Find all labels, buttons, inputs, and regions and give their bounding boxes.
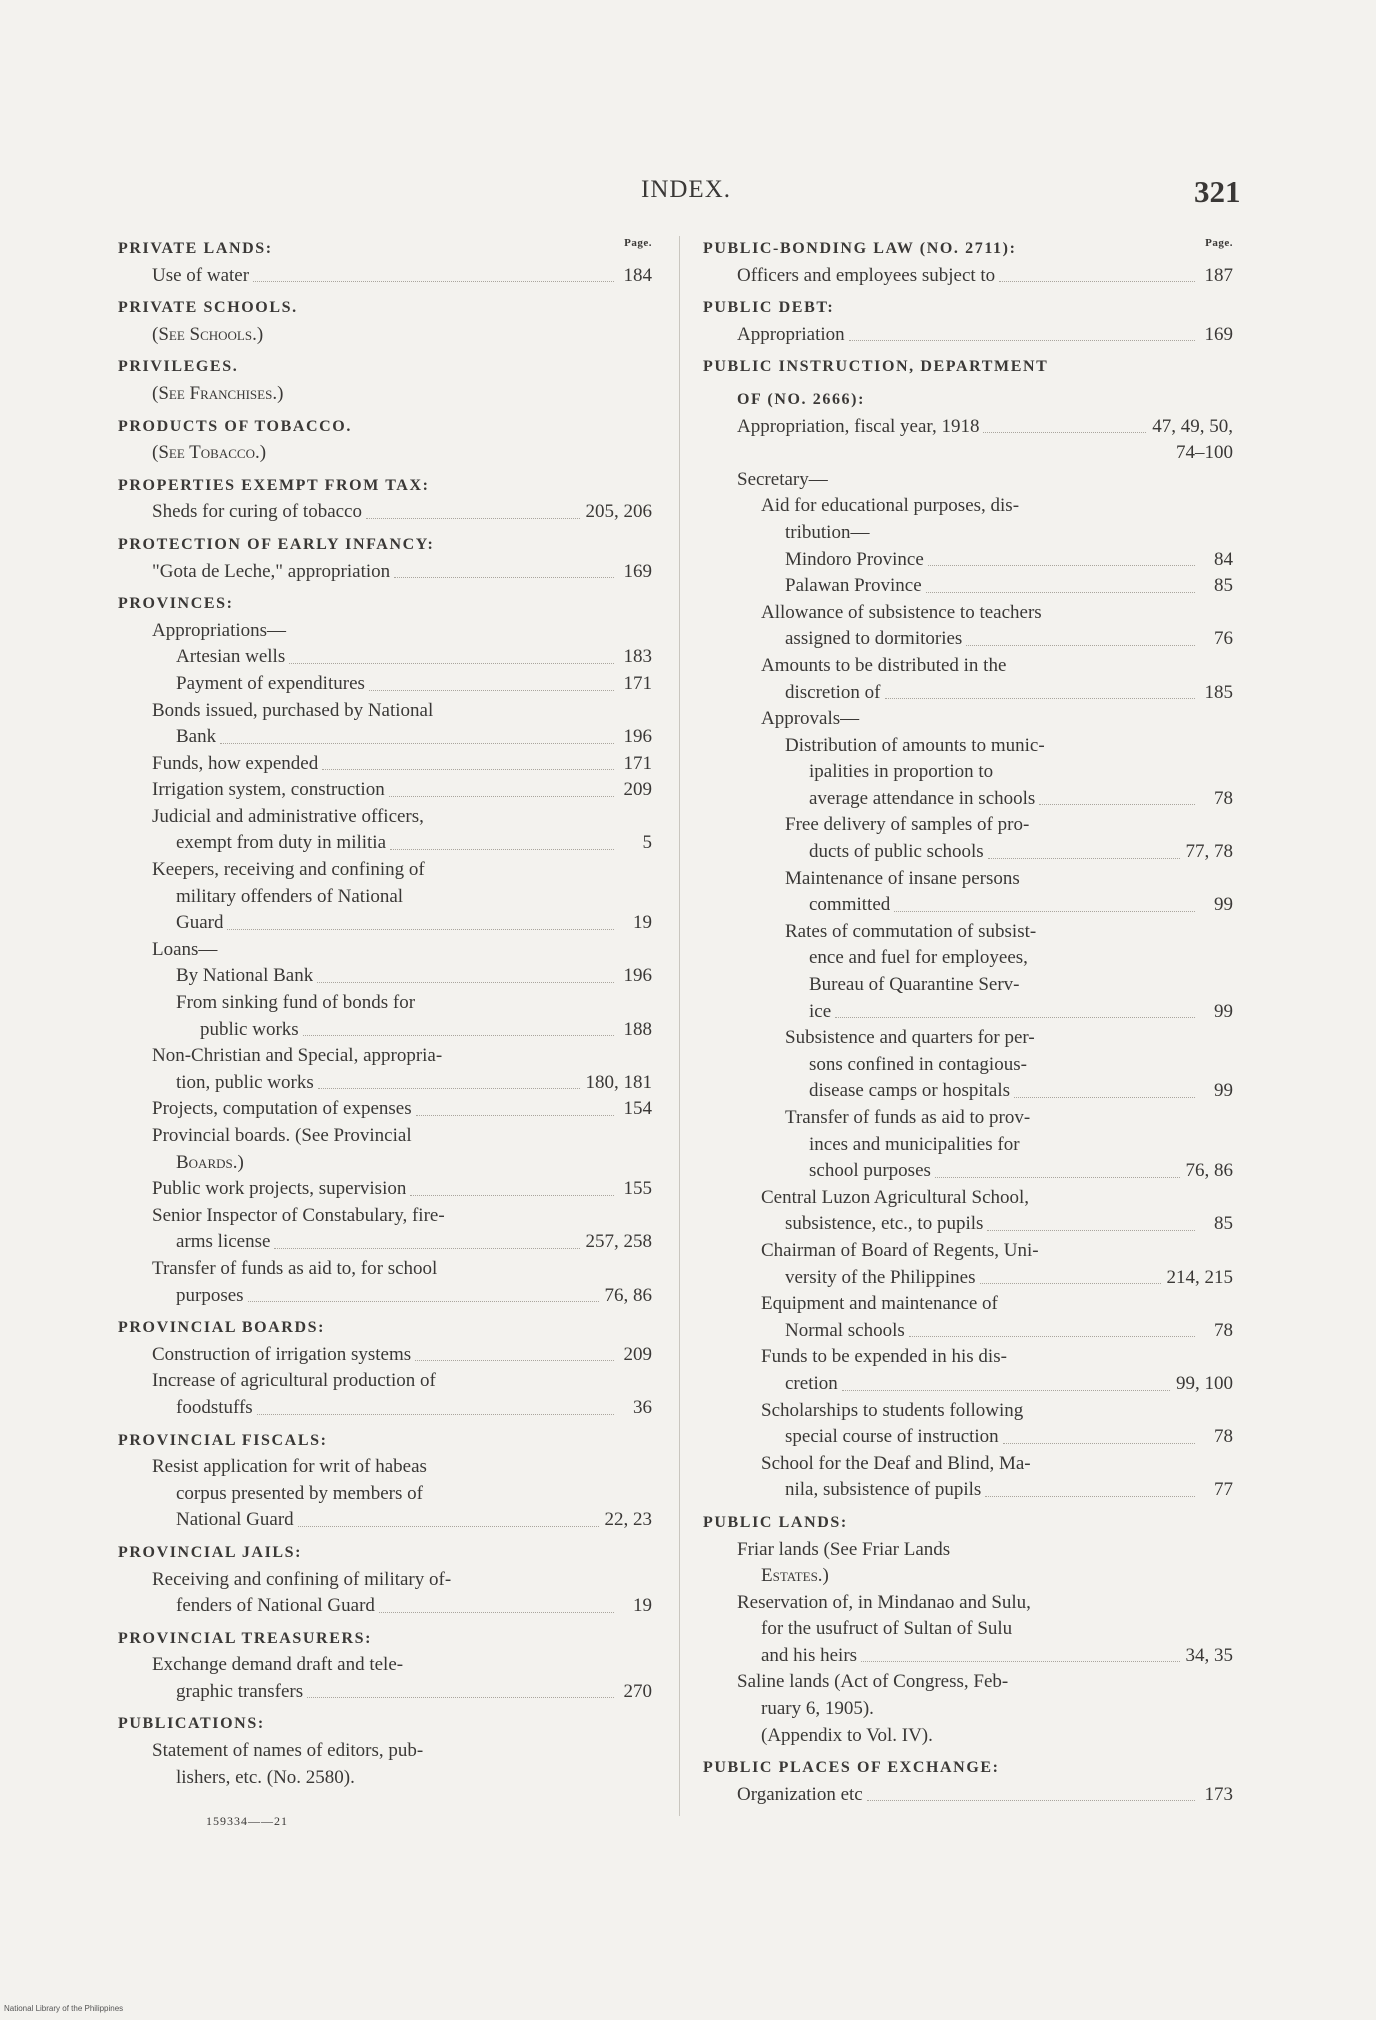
entry-text: special course of instruction [785,1426,999,1448]
index-entry [703,1477,1233,1504]
dot-leader [289,663,614,664]
dot-leader [253,281,614,282]
index-subentry: (Appendix to Vol. IV). [761,1724,933,1746]
index-subentry: Non-Christian and Special, appropria- [152,1045,443,1067]
index-subentry: Chairman of Board of Regents, Uni- [761,1239,1039,1261]
entry-text: Artesian wells [176,646,286,668]
index-entry [703,892,1233,919]
dot-leader [410,1195,614,1196]
index-heading: OF (NO. 2666): [737,390,866,408]
index-entry [118,1395,652,1422]
page-reference: 19 [633,912,652,934]
dot-leader [980,1283,1161,1284]
index-entry [118,910,652,937]
index-heading: PRODUCTS OF TOBACCO. [118,417,352,435]
page-reference: 22, 23 [604,1509,652,1531]
entry-text: Appropriation, fiscal year, 1918 [737,415,980,437]
index-subentry: Receiving and confining of military of- [152,1568,452,1590]
index-entry [703,440,1233,467]
entry-text: Construction of irrigation systems [152,1343,412,1365]
dot-leader [369,690,614,691]
index-entry [118,499,652,526]
page-reference: 173 [1204,1783,1233,1805]
page-reference: 171 [623,752,652,774]
index-subentry: (See Tobacco.) [152,442,267,464]
entry-text: Irrigation system, construction [152,779,385,801]
entry-text: Public work projects, supervision [152,1178,407,1200]
index-entry [118,1229,652,1256]
dot-leader [366,518,580,519]
page-reference: 214, 215 [1166,1266,1233,1288]
index-heading: PUBLICATIONS: [118,1715,265,1733]
index-subentry: military offenders of National [176,885,404,907]
entry-text: Guard [176,912,224,934]
page-reference: 99 [1214,894,1233,916]
index-subentry: sons confined in contagious- [809,1053,1027,1075]
index-heading: PUBLIC-BONDING LAW (NO. 2711): [703,240,1017,257]
page-reference: 76, 86 [1185,1160,1233,1182]
page-reference: 187 [1204,264,1233,286]
index-subentry: Exchange demand draft and tele- [152,1654,404,1676]
dot-leader [885,698,1195,699]
page-reference: 209 [623,779,652,801]
entry-text: subsistence, etc., to pupils [785,1213,984,1235]
index-subentry: Increase of agricultural production of [152,1370,436,1392]
index-subentry: Provincial boards. (See Provincial [152,1125,412,1146]
index-entry [703,414,1233,441]
index-entry [703,1211,1233,1238]
index-heading: PROPERTIES EXEMPT FROM TAX: [118,476,430,494]
index-subentry: Transfer of funds as aid to, for school [152,1257,438,1279]
index-subentry: (See Franchises.) [152,382,284,404]
entry-text: By National Bank [176,965,314,987]
entry-text: Palawan Province [785,575,922,597]
dot-leader [966,645,1195,646]
entry-text: Officers and employees subject to [737,264,996,286]
index-entry [703,1643,1233,1670]
index-column-right [703,236,1233,1808]
page-reference: 47, 49, 50, [1152,415,1233,437]
page-reference: 270 [623,1680,652,1702]
dot-leader [1003,1443,1195,1444]
page-reference: 74–100 [1176,442,1233,464]
index-heading: PROVINCIAL JAILS: [118,1543,303,1561]
index-subentry: From sinking fund of bonds for [176,992,416,1014]
dot-leader [1039,804,1195,805]
dot-leader [983,432,1146,433]
index-subentry: Distribution of amounts to munic- [785,734,1045,756]
index-subentry: lishers, etc. (No. 2580). [176,1766,355,1788]
entry-text: assigned to dormitories [785,628,963,650]
dot-leader [985,1496,1195,1497]
index-entry [703,839,1233,866]
page-reference: 99 [1214,1080,1233,1102]
page-reference: 209 [623,1343,652,1365]
entry-text: ice [809,1000,832,1022]
index-entry [118,263,652,290]
index-subentry: Transfer of funds as aid to prov- [785,1107,1031,1128]
index-subentry: Amounts to be distributed in the [761,654,1007,676]
page-reference: 76, 86 [604,1284,652,1306]
index-heading: PROVINCES: [118,595,234,613]
dot-leader [416,1115,614,1116]
index-subentry: Central Luzon Agricultural School, [761,1186,1030,1208]
index-entry [703,1078,1233,1105]
index-entry [703,1265,1233,1292]
index-heading: PUBLIC PLACES OF EXCHANGE: [703,1759,1000,1777]
index-entry [118,724,652,751]
index-entry [118,1593,652,1620]
entry-text: committed [809,894,891,916]
dot-leader [390,849,614,850]
index-subentry: Resist application for writ of habeas [152,1456,427,1478]
index-subentry: ipalities in proportion to [809,761,994,783]
index-subentry: Scholarships to students following [761,1399,1024,1421]
index-subentry: School for the Deaf and Blind, Ma- [761,1452,1031,1474]
entry-text: average attendance in schools [809,787,1036,809]
index-entry [703,1424,1233,1451]
index-subentry: Aid for educational purposes, dis- [761,495,1020,517]
entry-text: Organization etc [737,1783,863,1805]
index-subentry: ruary 6, 1905). [761,1698,874,1720]
page-reference: 78 [1214,1426,1233,1448]
entry-text: purposes [176,1284,244,1306]
index-entry [703,786,1233,813]
index-heading: PROVINCIAL TREASURERS: [118,1629,373,1647]
index-heading: PRIVILEGES. [118,358,239,376]
index-subentry: Statement of names of editors, pub- [152,1740,424,1762]
index-entry [703,263,1233,290]
entry-text: disease camps or hospitals [809,1080,1011,1102]
dot-leader [835,1017,1195,1018]
index-subentry: Senior Inspector of Constabulary, fire- [152,1204,445,1226]
dot-leader [842,1390,1170,1391]
entry-text: discretion of [785,681,881,703]
dot-leader [220,743,614,744]
page-reference: 99 [1214,1000,1233,1022]
dot-leader [928,565,1195,566]
entry-text: graphic transfers [176,1680,304,1702]
dot-leader [303,1035,614,1036]
entry-text: school purposes [809,1160,931,1182]
entry-text: Normal schools [785,1319,905,1341]
dot-leader [988,858,1180,859]
index-entry [703,1158,1233,1185]
entry-text: tion, public works [176,1071,314,1093]
index-entry [703,1782,1233,1809]
index-heading: PRIVATE SCHOOLS. [118,299,298,317]
dot-leader [909,1336,1195,1337]
dot-leader [379,1612,614,1613]
signature-code: 159334——21 [206,1814,288,1828]
dot-leader [415,1360,614,1361]
index-subentry: Loans— [152,938,218,960]
index-entry [703,1318,1233,1345]
entry-text: National Guard [176,1509,294,1531]
entry-text: Projects, computation of expenses [152,1098,412,1120]
index-heading: PROVINCIAL FISCALS: [118,1431,328,1449]
page-reference: 184 [623,264,652,286]
index-heading: PROVINCIAL BOARDS: [118,1319,326,1337]
index-subentry: Approvals— [761,708,860,730]
index-subentry: Keepers, receiving and confining of [152,859,425,881]
index-subentry: (See Schools.) [152,323,264,345]
entry-text: Payment of expenditures [176,672,365,694]
index-entry [118,1679,652,1706]
entry-text: nila, subsistence of pupils [785,1479,982,1501]
index-entry [703,1371,1233,1398]
running-head: INDEX. [641,176,732,203]
dot-leader [227,929,614,930]
index-entry [118,1283,652,1310]
index-entry [118,1342,652,1369]
index-subentry: Rates of commutation of subsist- [785,920,1037,942]
index-subentry: Bonds issued, purchased by National [152,699,434,721]
index-subentry: corpus presented by members of [176,1482,423,1504]
page-reference: 77, 78 [1185,841,1233,863]
index-entry [118,1017,652,1044]
index-entries-right [703,236,1233,1808]
entry-text: "Gota de Leche," appropriation [152,560,391,582]
page-reference: 78 [1214,1319,1233,1341]
page-reference: 84 [1214,548,1233,570]
entry-text: exempt from duty in militia [176,832,387,854]
page-reference: 205, 206 [585,501,652,523]
index-subentry: Secretary— [737,468,828,490]
entry-text: ducts of public schools [809,841,984,863]
index-entry [703,626,1233,653]
page-reference: 183 [623,646,652,668]
dot-leader [307,1697,614,1698]
page-column-label: Page. [624,237,652,249]
dot-leader [849,340,1195,341]
dot-leader [322,769,614,770]
index-subentry: Subsistence and quarters for per- [785,1027,1035,1049]
entry-text: cretion [785,1372,838,1394]
index-subentry: inces and municipalities for [809,1133,1020,1155]
dot-leader [257,1414,614,1415]
entry-text: Sheds for curing of tobacco [152,501,362,523]
entry-text: Appropriation [737,323,845,345]
page-reference: 85 [1214,1213,1233,1235]
page-reference: 180, 181 [585,1071,652,1093]
dot-leader [317,982,614,983]
index-subentry: Friar lands (See Friar Lands [737,1538,951,1560]
dot-leader [894,911,1195,912]
index-entries-left [118,236,652,1791]
entry-text: Bank [176,726,217,748]
page-reference: 78 [1214,787,1233,809]
page-reference: 185 [1204,681,1233,703]
page-column-label: Page. [1205,237,1233,249]
index-heading: PUBLIC LANDS: [703,1513,848,1531]
dot-leader [248,1301,599,1302]
dot-leader [274,1248,579,1249]
index-entry [118,644,652,671]
page-reference: 36 [633,1396,652,1418]
index-subentry: Allowance of subsistence to teachers [761,601,1042,623]
index-subentry: Reservation of, in Mindanao and Sulu, [737,1591,1031,1613]
index-entry [118,830,652,857]
index-subentry: ence and fuel for employees, [809,947,1028,969]
dot-leader [394,577,614,578]
page-reference: 171 [623,672,652,694]
dot-leader [1014,1097,1195,1098]
index-entry [118,1507,652,1534]
page-number: 321 [1194,174,1241,209]
entry-text: Mindoro Province [785,548,924,570]
dot-leader [861,1661,1179,1662]
index-entry [118,559,652,586]
index-subentry: Saline lands (Act of Congress, Feb- [737,1671,1009,1693]
entry-text: foodstuffs [176,1396,253,1418]
page-reference: 19 [633,1595,652,1617]
page-reference: 99, 100 [1176,1372,1233,1394]
page-reference: 196 [623,726,652,748]
page-reference: 85 [1214,575,1233,597]
page-reference: 154 [623,1098,652,1120]
index-entry [703,999,1233,1026]
entry-text: arms license [176,1231,271,1253]
index-subentry: for the usufruct of Sultan of Sulu [761,1618,1013,1640]
index-heading: PUBLIC INSTRUCTION, DEPARTMENT [703,358,1049,376]
index-entry [118,671,652,698]
entry-text: versity of the Philippines [785,1266,976,1288]
index-subentry: Funds to be expended in his dis- [761,1346,1007,1368]
library-mark: National Library of the Philippines [4,2004,124,2013]
dot-leader [987,1230,1195,1231]
page-reference: 169 [623,560,652,582]
dot-leader [389,796,614,797]
page-reference: 77 [1214,1479,1233,1501]
entry-text: Use of water [152,264,250,286]
index-subentry: Estates.) [761,1565,829,1587]
index-entry [703,573,1233,600]
dot-leader [935,1177,1180,1178]
page-reference: 169 [1204,323,1233,345]
page-reference: 196 [623,965,652,987]
index-subentry: Judicial and administrative officers, [152,805,424,827]
entry-text: and his heirs [761,1644,858,1666]
index-entry [703,680,1233,707]
page-reference: 76 [1214,628,1233,650]
index-subentry: Appropriations— [152,619,287,641]
index-entry [118,751,652,778]
dot-leader [867,1800,1195,1801]
index-heading: PRIVATE LANDS: [118,240,273,257]
column-divider [679,236,680,1816]
index-entry [703,547,1233,574]
page-reference: 34, 35 [1185,1644,1233,1666]
index-entry [118,777,652,804]
index-entry [118,1096,652,1123]
index-heading: PROTECTION OF EARLY INFANCY: [118,535,435,553]
page-reference: 5 [642,832,652,854]
index-entry [118,963,652,990]
index-subentry: Boards.) [176,1151,244,1173]
entry-text: Funds, how expended [152,752,319,774]
index-entry [703,322,1233,349]
index-subentry: Free delivery of samples of pro- [785,814,1030,836]
dot-leader [298,1526,599,1527]
index-heading: PUBLIC DEBT: [703,299,835,317]
index-subentry: Equipment and maintenance of [761,1293,998,1315]
index-entry [118,1070,652,1097]
index-subentry: Bureau of Quarantine Serv- [809,974,1020,996]
page-reference: 155 [623,1178,652,1200]
dot-leader [926,592,1195,593]
dot-leader [999,281,1195,282]
index-subentry: Maintenance of insane persons [785,867,1020,889]
index-subentry: tribution— [785,521,870,543]
page-reference: 257, 258 [585,1231,652,1253]
entry-text: public works [200,1018,299,1040]
index-column-left [118,236,652,1791]
index-entry [118,1176,652,1203]
page-reference: 188 [623,1018,652,1040]
entry-text: fenders of National Guard [176,1595,375,1617]
dot-leader [318,1088,580,1089]
